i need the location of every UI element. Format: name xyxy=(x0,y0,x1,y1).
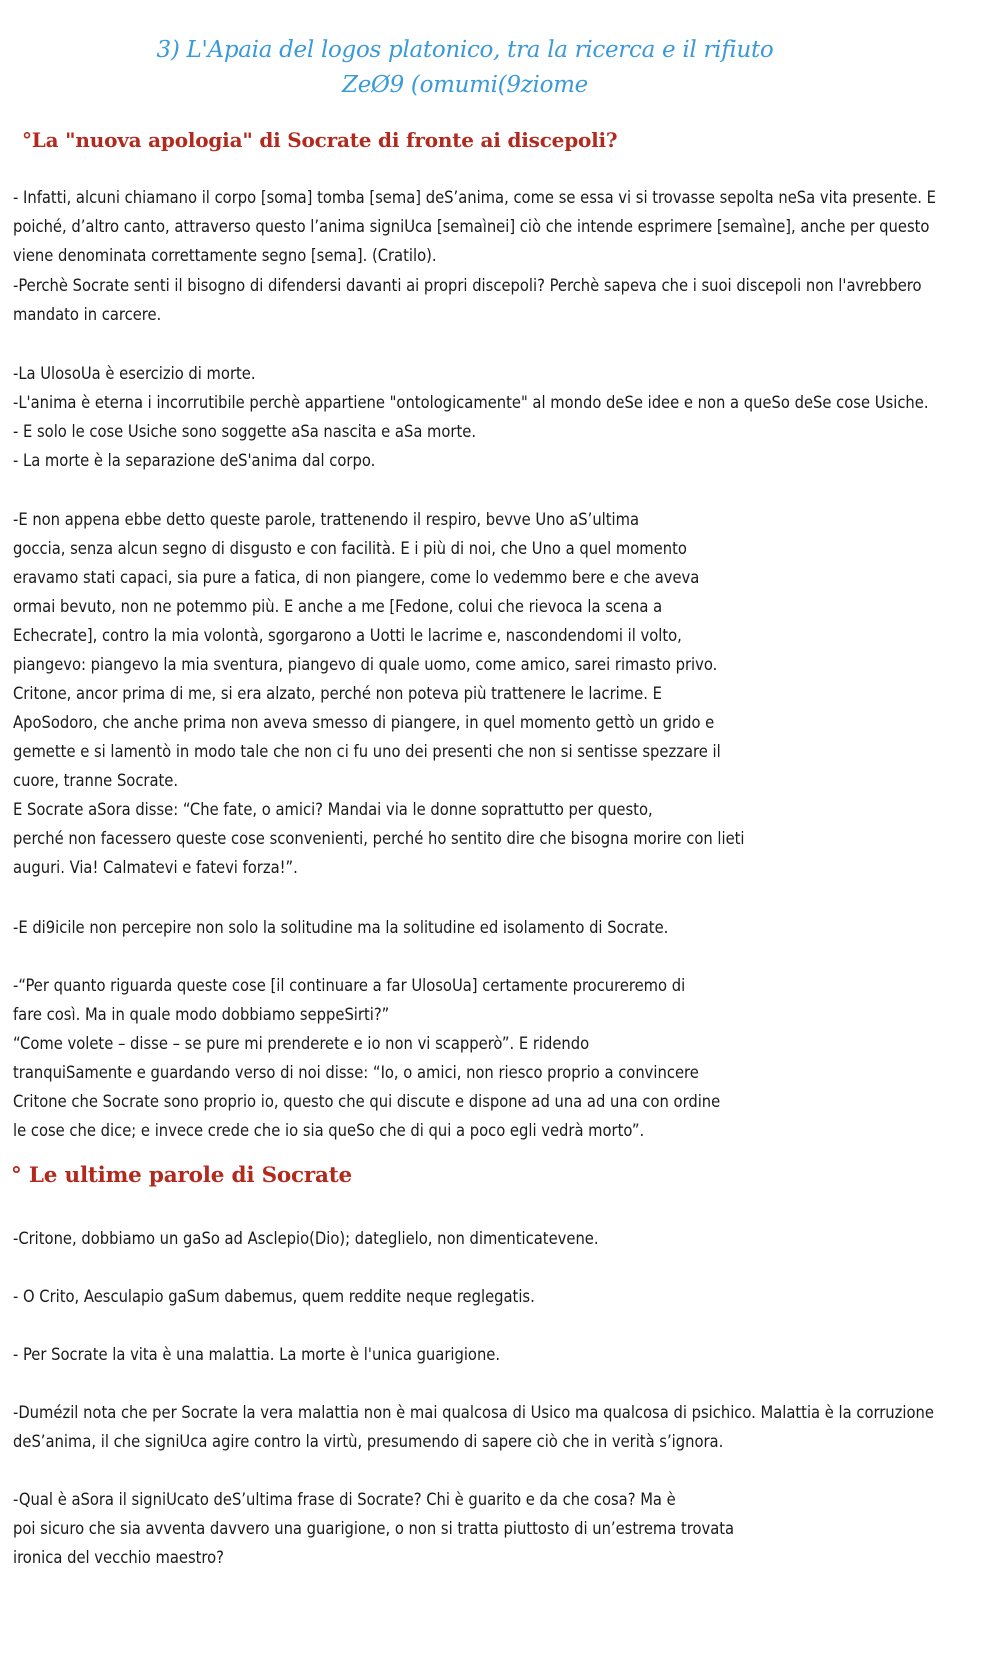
text-line: -Perchè Socrate senti il bisogno di difendersi davanti ai propri discepoli? Perchè sapeva che i suoi discepoli non l'avrebbero xyxy=(13,276,922,295)
paragraph-critone xyxy=(13,971,983,1145)
text-line: poi sicuro che sia avventa davvero una guarigione, o non si tratta piuttosto di un’estrema trovata xyxy=(13,1519,735,1538)
text-line: -La UlosoUa è esercizio di morte. xyxy=(13,364,256,383)
section-heading-ultime-parole: ° Le ultime parole di Socrate xyxy=(11,1163,353,1188)
paragraph-esercizio-di-morte xyxy=(13,359,983,475)
text-line: ApoSodoro, che anche prima non aveva smesso di piangere, in quel momento gettò un grido e xyxy=(13,713,715,732)
text-line: Critone, ancor prima di me, si era alzato, perché non poteva più trattenere le lacrime. E xyxy=(13,684,662,703)
text-line: cuore, tranne Socrate. xyxy=(13,771,179,790)
text-line: auguri. Via! Calmatevi e fatevi forza!”. xyxy=(13,858,298,877)
text-line: “Come volete – disse – se pure mi prenderete e io non vi scapperò”. E ridendo xyxy=(13,1034,590,1053)
text-line: - Per Socrate la vita è una malattia. La morte è l'unica guarigione. xyxy=(13,1345,501,1364)
text-line: -E di9icile non percepire non solo la solitudine ma la solitudine ed isolamento di Socrate. xyxy=(13,918,669,937)
text-line: eravamo stati capaci, sia pure a fatica, di non piangere, come lo vedemmo bere e che aveva xyxy=(13,568,700,587)
text-line: - La morte è la separazione deS'anima dal corpo. xyxy=(13,451,376,470)
paragraph-dumezil xyxy=(13,1398,983,1456)
text-line: Critone che Socrate sono proprio io, questo che qui discute e dispone ad una ad una con ordine xyxy=(13,1092,721,1111)
paragraph-solitudine xyxy=(13,913,983,942)
text-line: - O Crito, Aesculapio gaSum dabemus, quem reddite neque reglegatis. xyxy=(13,1287,535,1306)
paragraph-fedone xyxy=(13,505,983,882)
text-line: fare così. Ma in quale modo dobbiamo seppeSirti?” xyxy=(13,1005,390,1024)
text-line: goccia, senza alcun segno di disgusto e con facilità. E i più di noi, che Uno a quel momento xyxy=(13,539,687,558)
text-line: -“Per quanto riguarda queste cose [il continuare a far UlosoUa] certamente procureremo di xyxy=(13,976,686,995)
paragraph-cratilo xyxy=(13,183,983,270)
text-line: tranquiSamente e guardando verso di noi disse: “Io, o amici, non riesco proprio a convincere xyxy=(13,1063,699,1082)
document-title-line-1: 3) L'Apaia del logos platonico, tra la ricerca e il rifiuto xyxy=(156,37,774,63)
text-line: - Infatti, alcuni chiamano il corpo [soma] tomba [sema] deS’anima, come se essa vi si trovasse sepolta neSa vita presente. E xyxy=(13,188,936,207)
paragraph-asclepio xyxy=(13,1224,983,1253)
section-heading-nuova-apologia: °La "nuova apologia" di Socrate di fronte ai discepoli? xyxy=(22,128,618,152)
text-line: viene denominata correttamente segno [sema]. (Cratilo). xyxy=(13,246,437,265)
text-line: perché non facessero queste cose sconvenienti, perché ho sentito dire che bisogna morire con lieti xyxy=(13,829,745,848)
text-line: -E non appena ebbe detto queste parole, trattenendo il respiro, bevve Uno aS’ultima xyxy=(13,510,640,529)
paragraph-ultima-frase xyxy=(13,1485,983,1572)
document-title-line-2: ZeØ9 (omumi(9ziome xyxy=(342,72,588,98)
text-line: mandato in carcere. xyxy=(13,305,162,324)
text-line: ormai bevuto, non ne potemmo più. E anche a me [Fedone, colui che rievoca la scena a xyxy=(13,597,663,616)
text-line: poiché, d’altro canto, attraverso questo l’anima signiUca [semaìnei] ciò che intende esprimere [semaìne], anche per questo xyxy=(13,217,930,236)
text-line: -Qual è aSora il signiUcato deS’ultima frase di Socrate? Chi è guarito e da che cosa? Ma è xyxy=(13,1490,676,1509)
text-line: -L'anima è eterna i incorrutibile perchè appartiene "ontologicamente" al mondo deSe idee e non a queSo deSe cose Usiche. xyxy=(13,393,929,412)
paragraph-latin-quote xyxy=(13,1282,983,1311)
text-line: - E solo le cose Usiche sono soggette aSa nascita e aSa morte. xyxy=(13,422,477,441)
text-line: E Socrate aSora disse: “Che fate, o amici? Mandai via le donne soprattutto per questo, xyxy=(13,800,653,819)
text-line: -Dumézil nota che per Socrate la vera malattia non è mai qualcosa di Usico ma qualcosa di psichico. Malattia è la corruzione xyxy=(13,1403,934,1422)
text-line: piangevo: piangevo la mia sventura, piangevo di quale uomo, come amico, sarei rimasto privo. xyxy=(13,655,718,674)
text-line: ironica del vecchio maestro? xyxy=(13,1548,224,1567)
text-line: -Critone, dobbiamo un gaSo ad Asclepio(Dio); dateglielo, non dimenticatevene. xyxy=(13,1229,599,1248)
text-line: le cose che dice; e invece crede che io sia queSo che di qui a poco egli vedrà morto”. xyxy=(13,1121,645,1140)
paragraph-difendersi xyxy=(13,271,983,329)
paragraph-malattia xyxy=(13,1340,983,1369)
text-line: gemette e si lamentò in modo tale che non ci fu uno dei presenti che non si sentisse spezzare il xyxy=(13,742,721,761)
text-line: Echecrate], contro la mia volontà, sgorgarono a Uotti le lacrime e, nascondendomi il volto, xyxy=(13,626,682,645)
text-line: deS’anima, il che signiUca agire contro la virtù, presumendo di sapere ciò che in verità s’ignora. xyxy=(13,1432,724,1451)
